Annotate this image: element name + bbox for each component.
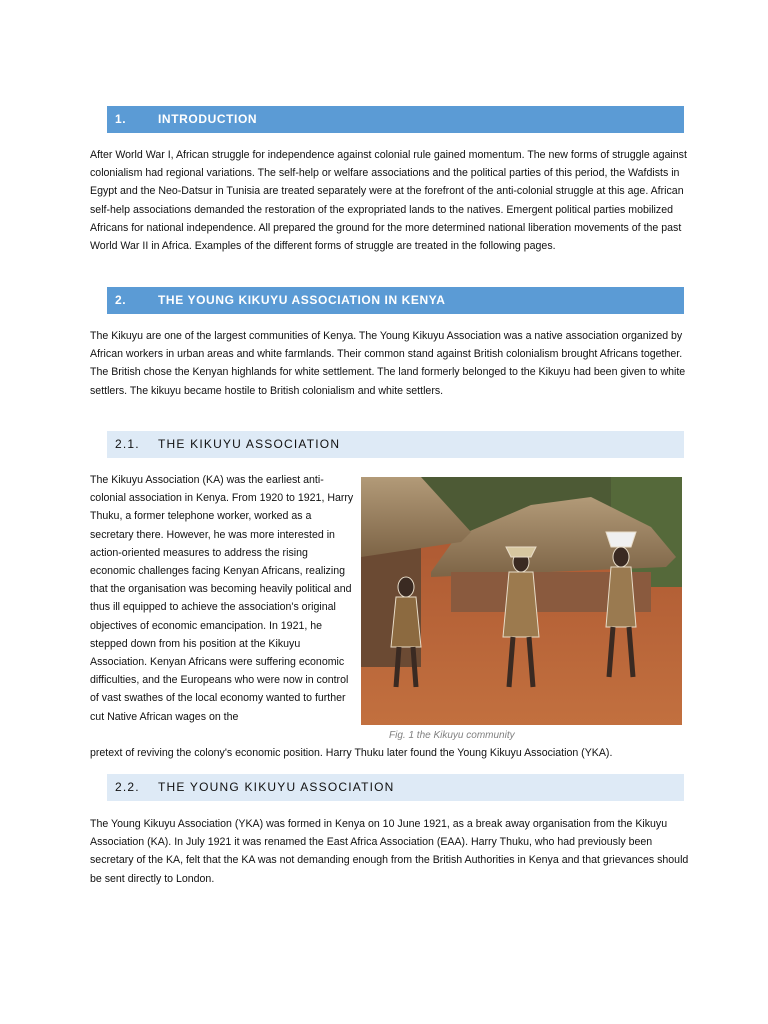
kikuyu-dancers-illustration <box>361 477 682 725</box>
heading-young-kikuyu-association-kenya <box>107 287 684 314</box>
heading-title: THE KIKUYU ASSOCIATION <box>158 437 341 451</box>
young-kikuyu-association-paragraph: The Young Kikuyu Association (YKA) was formed in Kenya on 10 June 1921, as a break away organisation from the Kikuyu Association (KA). In July 1921 it was renamed the East Africa Association (EAA). Harry Thuku, who had previously been secretary of the KA, felt that the KA was not demanding enough from the British Authorities in Kenya and that grievances should be sent directly to London. <box>90 818 689 885</box>
heading-number: 2.1. <box>115 437 140 451</box>
kikuyu-association-paragraph: The Kikuyu Association (KA) was the earliest anti-colonial association in Kenya. From 1920 to 1921, Harry Thuku, a former telephone worker, worked as a secretary there. However, he was more interested in action-oriented measures to address the rising economic challenges facing Kenyan Africans, realizing that the organisation was becoming heavily political and thus ill equipped to achieve the association's original objectives of economic emancipation. In 1921, he stepped down from his position at the Kikuyu Association. Kenyan Africans were suffering economic difficulties, and the Europeans who were now in control of vast swathes of the local economy wanted to further cut Native African wages on the <box>90 474 354 723</box>
heading-title: THE YOUNG KIKUYU ASSOCIATION IN KENYA <box>158 293 446 307</box>
kikuyu-community-photo <box>361 477 682 725</box>
kikuyu-association-paragraph-continued: pretext of reviving the colony's economic position. Harry Thuku later found the Young Kikuyu Association (YKA). <box>90 747 613 759</box>
heading-title: THE YOUNG KIKUYU ASSOCIATION <box>158 780 395 794</box>
heading-number: 2.2. <box>115 780 140 794</box>
kikuyu-paragraph: The Kikuyu are one of the largest communities of Kenya. The Young Kikuyu Association was a native association organized by African workers in urban areas and white farmlands. Their common stand against British colonialism brought Africans together. The British chose the Kenyan highlands for white settlement. The land formerly belonged to the Kikuyu had been given to white settlers. The kikuyu became hostile to British colonialism and white settlers. <box>90 330 686 397</box>
figure-caption: Fig. 1 the Kikuyu community <box>389 730 515 741</box>
heading-introduction <box>107 106 684 133</box>
subheading-kikuyu-association <box>107 431 684 458</box>
heading-number: 2. <box>115 293 127 307</box>
introduction-paragraph: After World War I, African struggle for independence against colonial rule gained momentum. The new forms of struggle against colonialism had regional variations. The self-help or welfare associations and the political parties of this period, the Wafdists in Egypt and the Neo-Datsur in Tunisia are treated separately were at the forefront of the anti-colonial struggle at this age. African self-help associations demanded the restoration of the expropriated lands to the natives. Emergent political parties mobilized Africans for national independence. All prepared the ground for the more determined national liberation movements of the past World War II in Africa. Examples of the different forms of struggle are treated in the following pages. <box>90 149 687 253</box>
heading-number: 1. <box>115 112 127 126</box>
subheading-young-kikuyu-association <box>107 774 684 801</box>
heading-title: INTRODUCTION <box>158 112 258 126</box>
